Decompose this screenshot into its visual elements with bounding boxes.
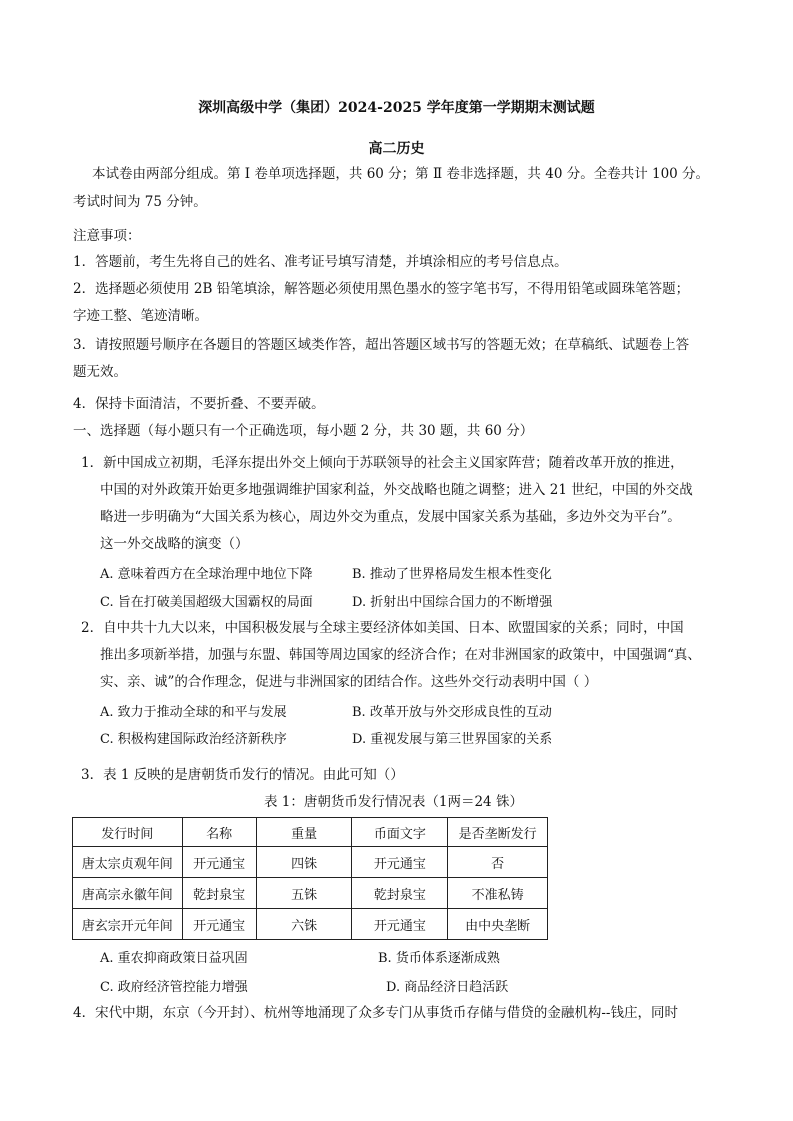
table-header-cell: 发行时间 xyxy=(73,818,183,847)
q1-line-4: 这一外交战略的演变（） xyxy=(100,536,249,552)
q2-option-b: B. 改革开放与外交形成良性的互动 xyxy=(352,705,552,720)
table-cell: 否 xyxy=(448,847,548,878)
exam-title: 深圳高级中学（集团）2024-2025 学年度第一学期期末测试题 xyxy=(198,100,595,116)
q2-line-1: 2．自中共十九大以来，中国积极发展与全球主要经济体如美国、日本、欧盟国家的关系；同时，中国 xyxy=(81,620,684,636)
q3-option-a: A. 重农抑商政策日益巩固 xyxy=(100,951,248,966)
table-cell: 六铢 xyxy=(256,909,352,940)
q1-line-2: 中国的对外政策开始更多地强调维护国家利益，外交战略也随之调整；进入 21 世纪，中国的外交战 xyxy=(100,482,693,498)
note-2-line-2: 字迹工整、笔迹清晰。 xyxy=(73,308,208,324)
table-cell: 五铢 xyxy=(256,878,352,909)
note-3-line-2: 题无效。 xyxy=(73,364,127,380)
currency-table xyxy=(72,817,548,940)
q2-line-3: 实、亲、诚”的合作理念，促进与非洲国家的团结合作。这些外交行动表明中国（ ） xyxy=(100,674,598,690)
table-header-cell: 重量 xyxy=(256,818,352,847)
q1-option-d: D. 折射出中国综合国力的不断增强 xyxy=(352,595,553,610)
exam-subject: 高二历史 xyxy=(368,141,425,157)
q2-option-d: D. 重视发展与第三世界国家的关系 xyxy=(352,732,553,747)
q2-line-2: 推出多项新举措，加强与东盟、韩国等周边国家的经济合作；在对非洲国家的政策中，中国强调“真、 xyxy=(100,647,701,663)
table-row xyxy=(73,909,548,940)
note-2-line-1: 2．选择题必须使用 2B 铅笔填涂，解答题必须使用黑色墨水的签字笔书写，不得用铅笔或圆珠笔答题； xyxy=(73,281,690,297)
q2-option-c: C. 积极构建国际政治经济新秩序 xyxy=(100,732,287,747)
q1-line-3: 略进一步明确为“大国关系为核心，周边外交为重点，发展中国家关系为基础，多边外交为平台”。 xyxy=(100,509,681,525)
table-cell: 唐太宗贞观年间 xyxy=(73,847,183,878)
q1-option-b: B. 推动了世界格局发生根本性变化 xyxy=(352,567,552,582)
q1-option-c: C. 旨在打破美国超级大国霸权的局面 xyxy=(100,595,313,610)
table-header-row xyxy=(73,818,548,847)
table-row xyxy=(73,847,548,878)
note-3-line-1: 3．请按照题号顺序在各题目的答题区域类作答，超出答题区域书写的答题无效；在草稿纸、试题卷上答 xyxy=(73,337,690,353)
table-row xyxy=(73,878,548,909)
section-heading: 一、选择题（每小题只有一个正确选项，每小题 2 分，共 30 题，共 60 分） xyxy=(73,423,534,439)
table-cell: 开元通宝 xyxy=(182,909,256,940)
q2-option-a: A. 致力于推动全球的和平与发展 xyxy=(100,705,287,720)
table-cell: 开元通宝 xyxy=(352,847,448,878)
table-cell: 唐高宗永徽年间 xyxy=(73,878,183,909)
intro-line-2: 考试时间为 75 分钟。 xyxy=(73,194,207,210)
q3-option-c: C. 政府经济管控能力增强 xyxy=(100,980,248,995)
q1-option-a: A. 意味着西方在全球治理中地位下降 xyxy=(100,567,313,582)
intro-line-1: 本试卷由两部分组成。第 Ⅰ 卷单项选择题，共 60 分；第 Ⅱ 卷非选择题，共 40 分。全卷共计 100 分。 xyxy=(92,166,710,182)
table-cell: 乾封泉宝 xyxy=(352,878,448,909)
q3-option-b: B. 货币体系逐渐成熟 xyxy=(378,951,500,966)
note-1: 1．答题前，考生先将自己的姓名、准考证号填写清楚，并填涂相应的考号信息点。 xyxy=(73,254,568,270)
notes-heading: 注意事项： xyxy=(73,228,141,244)
table-caption: 表 1：唐朝货币发行情况表（1两＝24 铢） xyxy=(264,794,523,810)
q3-stem: 3．表 1 反映的是唐朝货币发行的情况。由此可知（） xyxy=(81,767,404,783)
table-cell: 唐玄宗开元年间 xyxy=(73,909,183,940)
table-header-cell: 币面文字 xyxy=(352,818,448,847)
table-cell: 不准私铸 xyxy=(448,878,548,909)
table-cell: 由中央垄断 xyxy=(448,909,548,940)
table-cell: 开元通宝 xyxy=(182,847,256,878)
note-4: 4．保持卡面清洁，不要折叠、不要弄破。 xyxy=(73,396,325,412)
table-cell: 开元通宝 xyxy=(352,909,448,940)
table-header-cell: 是否垄断发行 xyxy=(448,818,548,847)
table-cell: 四铢 xyxy=(256,847,352,878)
q3-option-d: D. 商品经济日趋活跃 xyxy=(386,980,509,995)
table-header-cell: 名称 xyxy=(182,818,256,847)
table-cell: 乾封泉宝 xyxy=(182,878,256,909)
q1-line-1: 1．新中国成立初期，毛泽东提出外交上倾向于苏联领导的社会主义国家阵营；随着改革开放的推进， xyxy=(81,455,684,471)
q4-line-1: 4．宋代中期，东京（今开封）、杭州等地涌现了众多专门从事货币存储与借贷的金融机构--钱庄，同时 xyxy=(73,1005,678,1021)
